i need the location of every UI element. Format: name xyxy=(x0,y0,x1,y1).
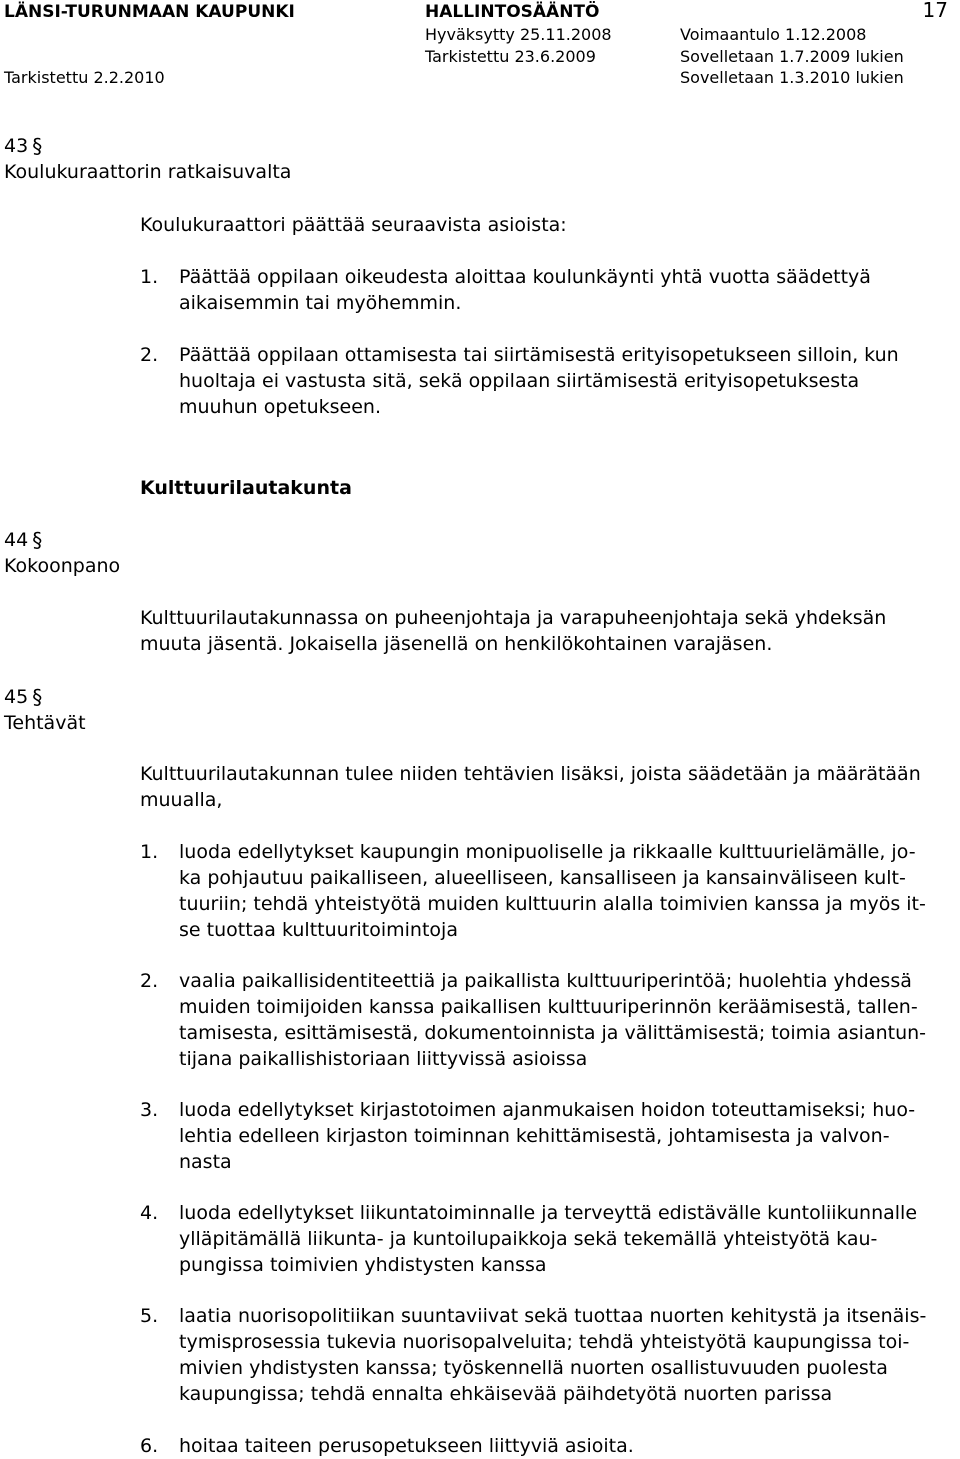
list-line: se tuottaa kulttuuritoimintoja xyxy=(179,919,458,941)
list-line: nasta xyxy=(179,1151,232,1173)
list-line: hoitaa taiteen perusopetukseen liittyviä asioita. xyxy=(179,1435,634,1457)
list-line: luoda edellytykset kirjastotoimen ajanmukaisen hoidon toteuttamiseksi; huo- xyxy=(179,1099,916,1121)
list-number: 2. xyxy=(140,970,159,992)
list-line: tuuriin; tehdä yhteistyötä muiden kulttuurin alalla toimivien kanssa ja myös it- xyxy=(179,893,926,915)
section-sign-icon: § xyxy=(32,685,43,709)
section-number-text: 44 xyxy=(4,529,29,551)
list-line: aikaisemmin tai myöhemmin. xyxy=(179,292,462,314)
section-44-text-line-2: muuta jäsentä. Jokaisella jäsenellä on henkilökohtainen varajäsen. xyxy=(140,633,773,655)
list-number: 4. xyxy=(140,1202,159,1224)
list-line: muuhun opetukseen. xyxy=(179,396,381,418)
list-line: Päättää oppilaan oikeudesta aloittaa koulunkäynti yhtä vuotta säädettyä xyxy=(179,266,871,288)
list-line: laatia nuorisopolitiikan suuntaviivat sekä tuottaa nuorten kehitystä ja itsenäis- xyxy=(179,1305,927,1327)
section-43-title: Koulukuraattorin ratkaisuvalta xyxy=(4,161,292,183)
list-line: luoda edellytykset liikuntatoiminnalle ja terveyttä edistävälle kuntoliikunnalle xyxy=(179,1202,918,1224)
section-43-number xyxy=(4,133,42,159)
list-number: 1. xyxy=(140,841,159,863)
section-45-intro-line-2: muualla, xyxy=(140,789,223,811)
list-line: ylläpitämällä liikunta- ja kuntoilupaikkoja sekä tekemällä yhteistyötä kau- xyxy=(179,1228,878,1250)
header-revised-2: Tarkistettu 2.2.2010 xyxy=(4,68,165,87)
header-applied-1: Sovelletaan 1.7.2009 lukien xyxy=(680,47,904,66)
list-line: kaupungissa; tehdä ennalta ehkäisevää päihdetyötä nuorten parissa xyxy=(179,1383,833,1405)
section-44-number xyxy=(4,527,42,553)
section-number-text: 45 xyxy=(4,686,29,708)
header-revised-1: Tarkistettu 23.6.2009 xyxy=(425,47,596,66)
list-line: Päättää oppilaan ottamisesta tai siirtämisestä erityisopetukseen silloin, kun xyxy=(179,344,899,366)
section-45-number xyxy=(4,684,42,710)
list-line: mivien yhdistysten kanssa; työskennellä nuorten osallistuvuuden puolesta xyxy=(179,1357,888,1379)
section-45-intro-line-1: Kulttuurilautakunnan tulee niiden tehtävien lisäksi, joista säädetään ja määrätään xyxy=(140,763,921,785)
list-line: vaalia paikallisidentiteettiä ja paikallista kulttuuriperintöä; huolehtia yhdessä xyxy=(179,970,912,992)
section-43-intro: Koulukuraattori päättää seuraavista asioista: xyxy=(140,214,567,236)
list-number: 6. xyxy=(140,1435,159,1457)
list-line: lehtia edelleen kirjaston toiminnan kehittämisestä, johtamisesta ja valvon- xyxy=(179,1125,890,1147)
list-line: tijana paikallishistoriaan liittyvissä asioissa xyxy=(179,1048,588,1070)
list-line: muiden toimijoiden kanssa paikallisen kulttuuriperinnön keräämisestä, tallen- xyxy=(179,996,918,1018)
page-number: 17 xyxy=(922,0,948,22)
section-44-text-line-1: Kulttuurilautakunnassa on puheenjohtaja ja varapuheenjohtaja sekä yhdeksän xyxy=(140,607,887,629)
section-44-title: Kokoonpano xyxy=(4,555,121,577)
list-line: huoltaja ei vastusta sitä, sekä oppilaan siirtämisestä erityisopetuksesta xyxy=(179,370,860,392)
list-line: luoda edellytykset kaupungin monipuoliselle ja rikkaalle kulttuurielämälle, jo- xyxy=(179,841,916,863)
header-approved: Hyväksytty 25.11.2008 xyxy=(425,25,612,44)
list-number: 1. xyxy=(140,266,159,288)
list-line: pungissa toimivien yhdistysten kanssa xyxy=(179,1254,547,1276)
header-effective: Voimaantulo 1.12.2008 xyxy=(680,25,867,44)
header-applied-2: Sovelletaan 1.3.2010 lukien xyxy=(680,68,904,87)
board-heading: Kulttuurilautakunta xyxy=(140,477,352,499)
list-number: 5. xyxy=(140,1305,159,1327)
section-number-text: 43 xyxy=(4,135,29,157)
header-doc-type: HALLINTOSÄÄNTÖ xyxy=(425,2,600,22)
header-org: LÄNSI-TURUNMAAN KAUPUNKI xyxy=(4,2,295,22)
list-line: ka pohjautuu paikalliseen, alueelliseen, kansalliseen ja kansainväliseen kult- xyxy=(179,867,906,889)
section-45-title: Tehtävät xyxy=(4,712,86,734)
list-number: 3. xyxy=(140,1099,159,1121)
section-sign-icon: § xyxy=(32,528,43,552)
list-line: tamisesta, esittämisestä, dokumentoinnista ja välittämisestä; toimia asiantun- xyxy=(179,1022,927,1044)
list-line: tymisprosessia tukevia nuorisopalveluita; tehdä yhteistyötä kaupungissa toi- xyxy=(179,1331,910,1353)
section-sign-icon: § xyxy=(32,134,43,158)
list-number: 2. xyxy=(140,344,159,366)
